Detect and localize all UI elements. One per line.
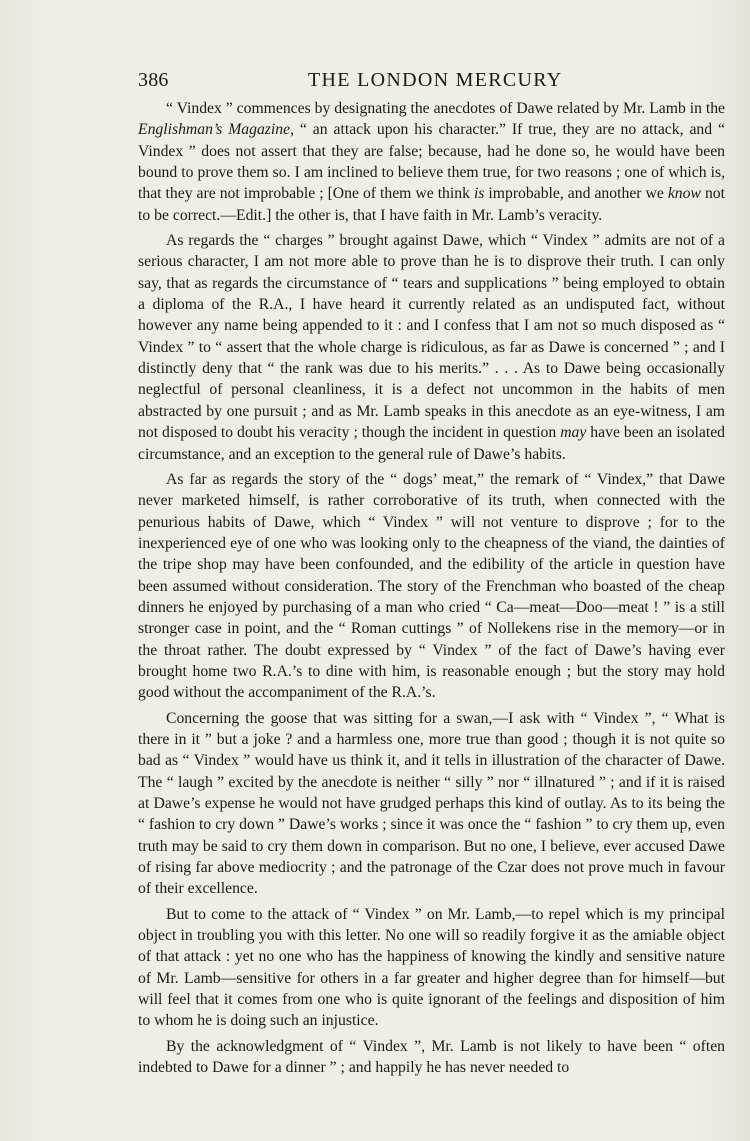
italic-run: Englishman’s Magazine [138,121,291,139]
page-number: 386 [138,69,169,91]
text-run: improbable, and another we [484,185,668,203]
paragraph [138,98,725,226]
paragraph [138,1036,725,1079]
running-head: THE LONDON MERCURY [308,69,563,91]
paragraph [138,904,725,1032]
italic-run: may [560,424,587,442]
text-run: “ Vindex ” commences by designating the anecdotes of Dawe related by Mr. Lamb in the [166,100,725,117]
paragraph [138,230,725,465]
italic-run: is [473,185,485,203]
body-text [138,98,725,1082]
page-header [138,69,725,97]
text-run: As far as regards the story of the “ dogs’ meat,” the remark of “ Vindex,” that Dawe never marketed himself, is rather corroborative of its truth, when connected with the penurious habits of Dawe, which “ Vindex ” will not venture to disprove ; for to the inexperienced eye of one who was looking only to the cheapness of the viand, the dainties of the tripe shop may have been confounded, and the edibility of the article in question have been assumed without consideration. The story of the Frenchman who boasted of the cheap dinners he enjoyed by purchasing of a man who cried “ Ca—meat—Doo—meat ! ” is a still stronger case in point, and the “ Roman cuttings ” of Nollekens rise in the memory—or in the throat rather. The doubt expressed by “ Vindex ” of the fact of Dawe’s having ever brought home two R.A.’s to dine with him, is reasonable enough ; but the story may hold good without the accompaniment of the R.A.’s. [138,470,725,702]
text-run: Concerning the goose that was sitting for a swan,—I ask with “ Vindex ”, “ What is there in it ” but a joke ? and a harmless one, more true than good ; though it is not quite so bad as “ Vindex ” would have us think it, and it tells in illustration of the character of Dawe. The “ laugh ” excited by the anecdote is neither “ silly ” nor “ illnatured ” ; and if it is raised at Dawe’s expense he would not have grudged perhaps this kind of outlay. As to its being the “ fashion to cry down ” Dawe’s works ; since it was once the “ fashion ” to cry them up, even truth may be said to cry them down in comparison. But no one, I believe, ever accused Dawe of rising far above mediocrity ; and the patronage of the Czar does not prove much in favour of their excellence. [138,709,725,898]
text-run: As regards the “ charges ” brought against Dawe, which “ Vindex ” admits are not of a serious character, I am not more able to prove than he is to disprove their truth. I can only say, that as regards the circumstance of “ tears and supplications ” being employed to obtain a diploma of the R.A., I have heard it currently related as an undisputed fact, without however any name being appended to it : and I confess that I am not so much disposed as “ Vindex ” to “ assert that the whole charge is ridiculous, as far as Dawe is concerned ” ; and I distinctly deny that “ the rank was due to his merits.” . . . As to Dawe being occasionally neglectful of personal cleanliness, it is a defect not uncommon in the habits of men abstracted by one pursuit ; and as Mr. Lamb speaks in this anecdote as an eye-witness, I am not disposed to doubt his veracity ; though the incident in question [138,232,725,442]
text-run: have been an isolated circumstance, and an exception to the general rule of Dawe’s habits. [138,424,725,463]
text-run: By the acknowledgment of “ Vindex ”, Mr. Lamb is not likely to have been “ often indebted to Dawe for a dinner ” ; and happily he has never needed to [138,1037,725,1077]
italic-run: know [667,185,701,203]
paragraph [138,708,725,900]
text-run: not to be correct.—Edit.] the other is, that I have faith in Mr. Lamb’s veracity. [138,185,725,224]
text-run: But to come to the attack of “ Vindex ” on Mr. Lamb,—to repel which is my principal object in troubling you with this letter. No one will so readily forgive it as the amiable object of that attack : yet no one who has the happiness of knowing the kindly and sensitive nature of Mr. Lamb—sensitive for others in a far greater and higher degree than for himself—but will feel that it comes from one who is quite ignorant of the feelings and disposition of him to whom he is doing such an injustice. [138,905,725,1030]
paragraph [138,469,725,704]
text-run: , “ an attack upon his character.” If true, they are no attack, and “ Vindex ” does not assert that they are false; because, had he done so, he would have been bound to prove them so. I am inclined to believe them true, for two reasons ; one of which is, that they are not improbable ; [One of them we think [138,121,725,203]
